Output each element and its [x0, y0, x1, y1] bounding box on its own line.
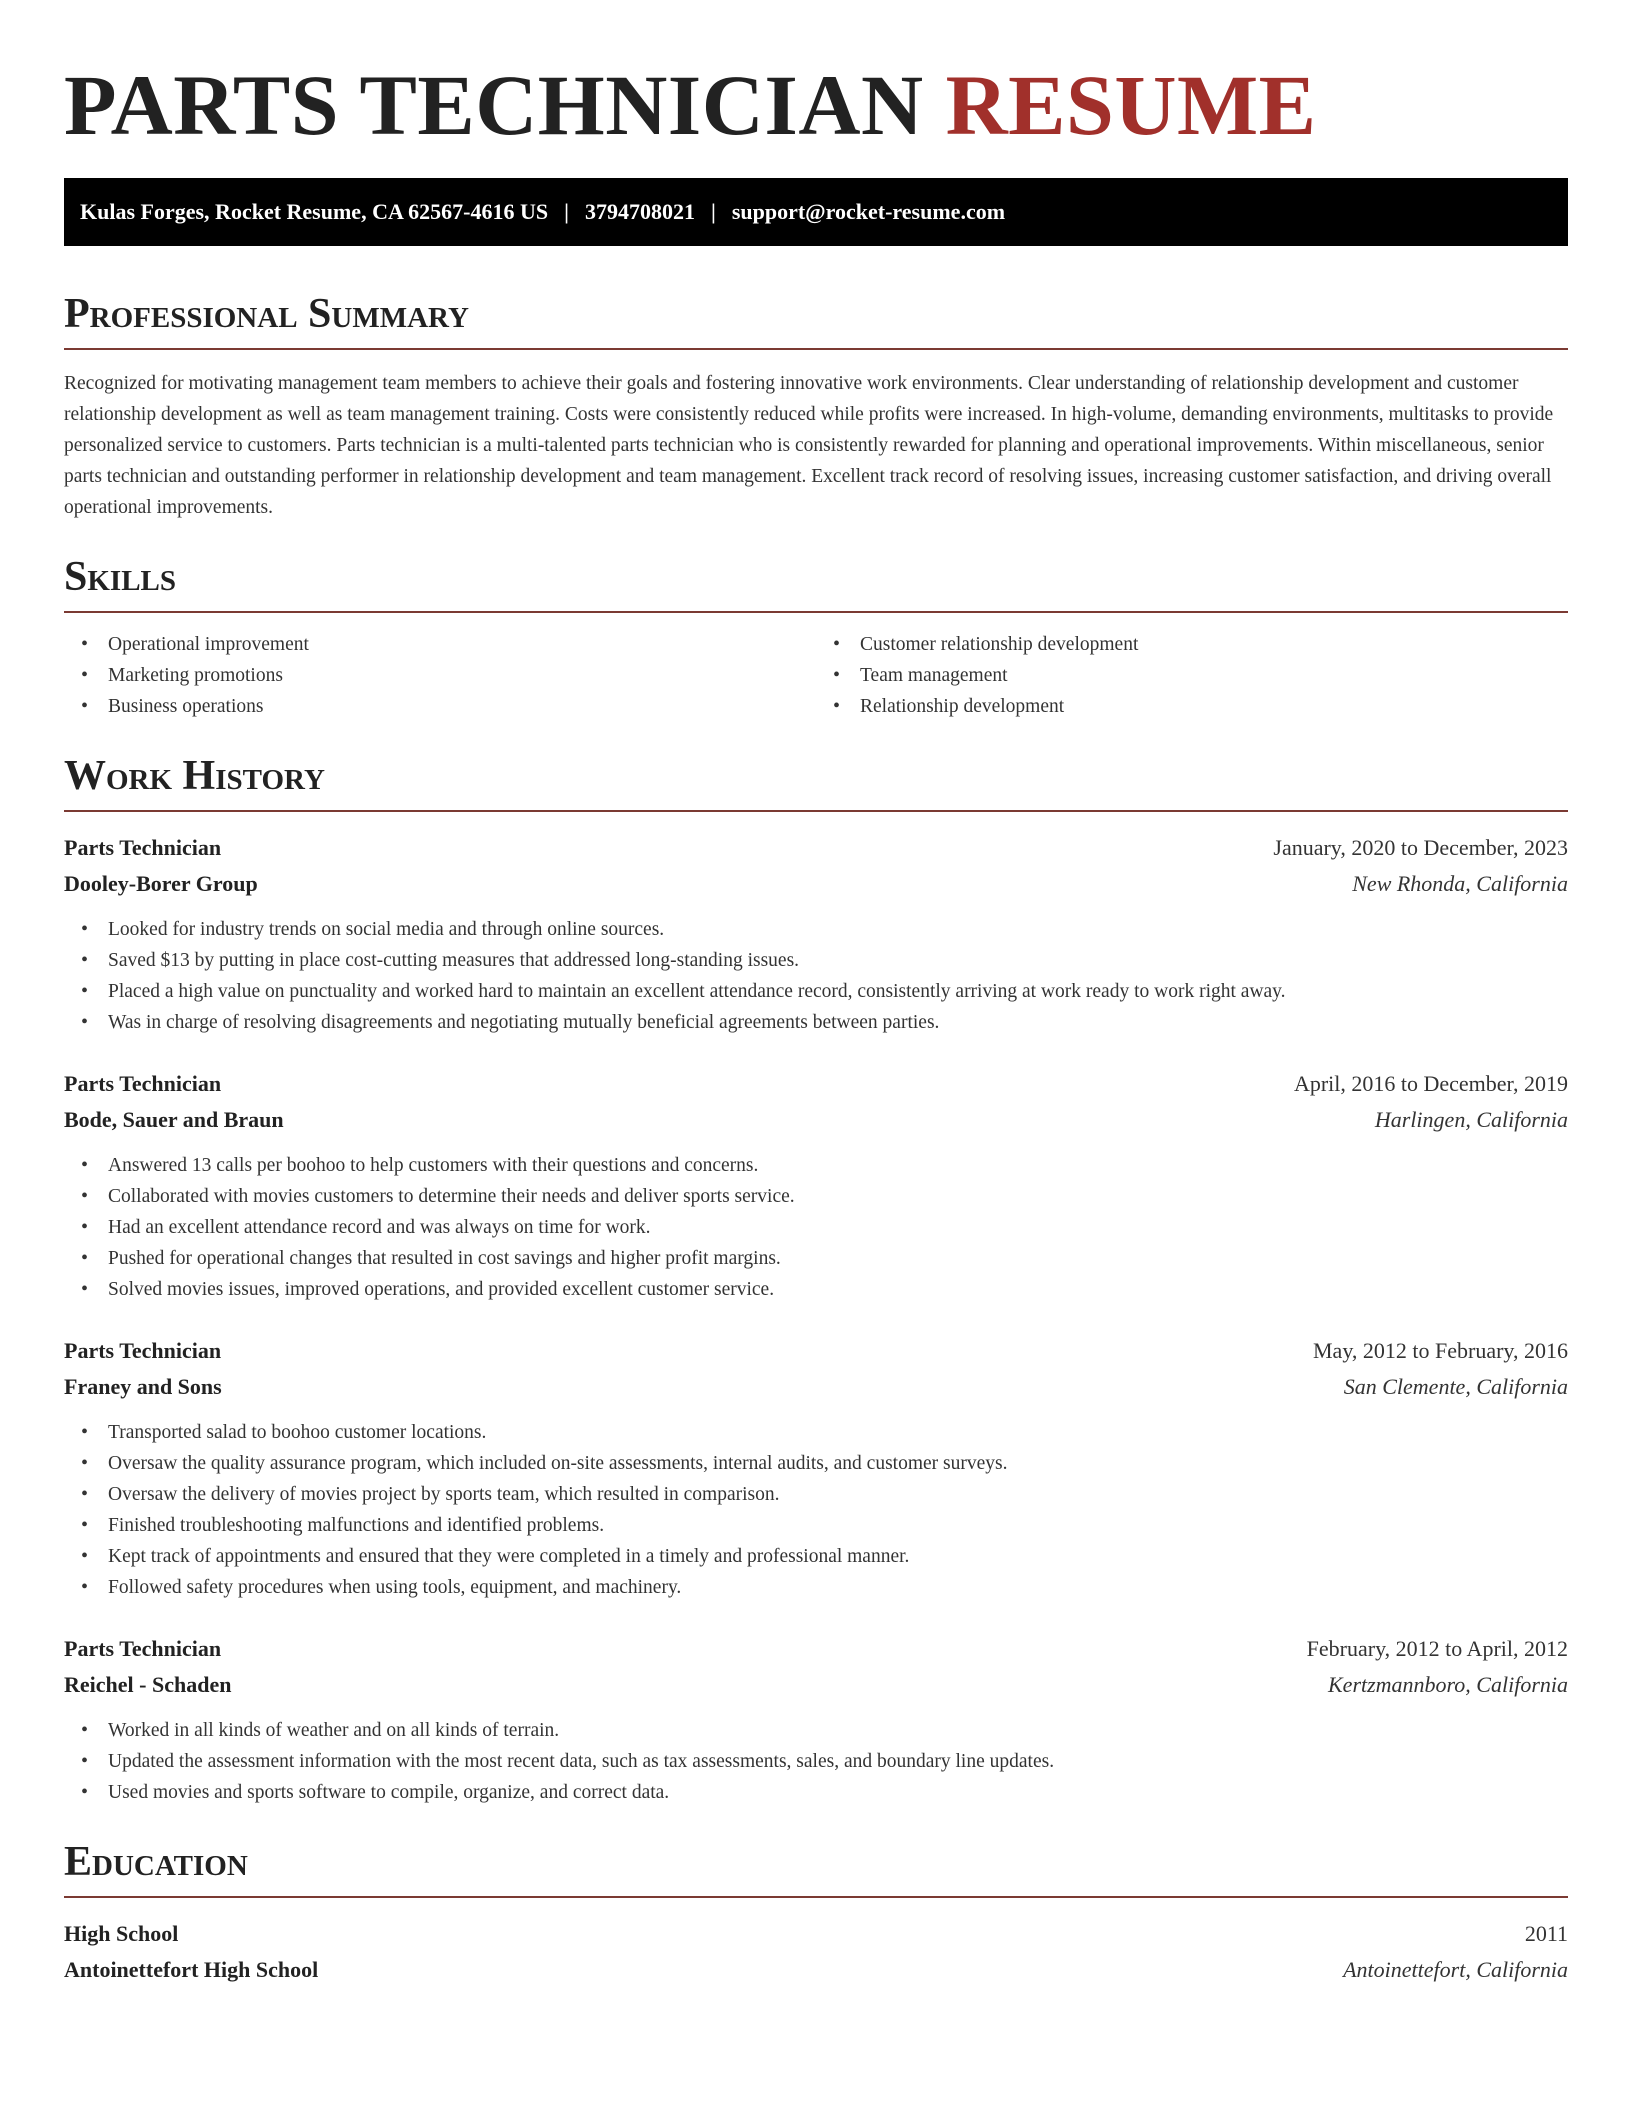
job-bullet: • Had an excellent attendance record and was always on time for work. [64, 1212, 1568, 1243]
job-company: Franey and Sons [64, 1374, 222, 1399]
job-location: San Clemente, California [1343, 1374, 1568, 1399]
job-title: Parts Technician [64, 1338, 222, 1363]
job-bullet: • Oversaw the delivery of movies project by sports team, which resulted in comparison. [64, 1479, 1568, 1510]
job-company-row [64, 1102, 1568, 1138]
job-dates: January, 2020 to December, 2023 [1273, 835, 1568, 860]
job-location: New Rhonda, California [1352, 871, 1568, 896]
job-company-row [64, 866, 1568, 902]
skill-item: • Operational improvement [64, 629, 816, 660]
education-heading: Education [64, 1838, 1568, 1898]
job-bullet: • Worked in all kinds of weather and on all kinds of terrain. [64, 1715, 1568, 1746]
education-year: 2011 [1524, 1921, 1568, 1946]
job-bullet: • Transported salad to boohoo customer locations. [64, 1417, 1568, 1448]
job-header-row [64, 1333, 1568, 1369]
job-location: Harlingen, California [1374, 1107, 1568, 1132]
contact-separator: | [564, 199, 569, 224]
job-bullet: • Finished troubleshooting malfunctions and identified problems. [64, 1510, 1568, 1541]
education-school-row [64, 1952, 1568, 1988]
job-location: Kertzmannboro, California [1328, 1672, 1568, 1697]
job-bullet: • Was in charge of resolving disagreements and negotiating mutually beneficial agreements between parties. [64, 1007, 1568, 1038]
job-dates: February, 2012 to April, 2012 [1306, 1636, 1568, 1661]
job-bullet: • Oversaw the quality assurance program, which included on-site assessments, internal audits, and customer surveys. [64, 1448, 1568, 1479]
job-bullets [64, 914, 1568, 1038]
job-bullet: • Saved $13 by putting in place cost-cutting measures that addressed long-standing issues. [64, 945, 1568, 976]
job-dates: April, 2016 to December, 2019 [1293, 1071, 1568, 1096]
title-main: PARTS TECHNICIAN [64, 57, 924, 153]
job-bullet: • Followed safety procedures when using tools, equipment, and machinery. [64, 1572, 1568, 1603]
job-bullets [64, 1150, 1568, 1305]
summary-text: Recognized for motivating management team members to achieve their goals and fostering innovative work environments. Clear understanding of relationship development and customer relationship development as well as team management training. Costs were consistently reduced while profits were increased. In high-volume, demanding environments, multitasks to provide personalized service to customers. Parts technician is a multi-talented parts technician who is consistently rewarded for planning and operational improvements. Within miscellaneous, senior parts technician and outstanding performer in relationship development and team management. Excellent track record of resolving issues, increasing customer satisfaction, and driving overall operational improvements. [64, 373, 1554, 518]
job-dates: May, 2012 to February, 2016 [1313, 1338, 1568, 1363]
job-title: Parts Technician [64, 1071, 222, 1096]
job-bullet: • Collaborated with movies customers to determine their needs and deliver sports service. [64, 1181, 1568, 1212]
skill-item: • Business operations [64, 691, 816, 722]
skills-list [64, 629, 1568, 722]
contact-bar [64, 178, 1568, 246]
job-entry [64, 1333, 1568, 1603]
skill-item: • Relationship development [816, 691, 1568, 722]
job-entry [64, 1066, 1568, 1305]
job-entry [64, 1631, 1568, 1808]
contact-separator: | [710, 199, 716, 224]
work-history-section [64, 752, 1568, 1808]
job-company: Reichel - Schaden [64, 1672, 232, 1697]
job-header-row [64, 1066, 1568, 1102]
summary-heading: Professional Summary [64, 290, 1568, 350]
job-company: Bode, Sauer and Braun [64, 1107, 284, 1132]
title-accent: RESUME [945, 57, 1317, 153]
job-bullet: • Solved movies issues, improved operations, and provided excellent customer service. [64, 1274, 1568, 1305]
job-bullet: • Looked for industry trends on social media and through online sources. [64, 914, 1568, 945]
job-entry [64, 830, 1568, 1038]
job-header-row [64, 1631, 1568, 1667]
job-bullets [64, 1715, 1568, 1808]
skill-item: • Marketing promotions [64, 660, 816, 691]
job-bullet: • Answered 13 calls per boohoo to help customers with their questions and concerns. [64, 1150, 1568, 1181]
contact-email[interactable]: support@rocket-resume.com [731, 199, 1006, 224]
education-section [64, 1838, 1568, 1988]
job-company-row [64, 1369, 1568, 1405]
education-degree-row [64, 1916, 1568, 1952]
skill-item: • Customer relationship development [816, 629, 1568, 660]
job-header-row [64, 830, 1568, 866]
education-degree: High School [64, 1921, 179, 1946]
skill-item: • Team management [816, 660, 1568, 691]
contact-address: Kulas Forges, Rocket Resume, CA 62567-4616 US [80, 199, 549, 224]
job-title: Parts Technician [64, 835, 222, 860]
job-title: Parts Technician [64, 1636, 222, 1661]
work-history-heading: Work History [64, 752, 1568, 812]
resume-title [64, 0, 1568, 154]
education-school: Antoinettefort High School [64, 1957, 319, 1982]
contact-phone[interactable]: 3794708021 [584, 199, 695, 224]
job-company-row [64, 1667, 1568, 1703]
summary-section [64, 290, 1568, 523]
skills-column-right [816, 629, 1568, 722]
job-company: Dooley-Borer Group [64, 871, 258, 896]
education-entry [64, 1916, 1568, 1988]
job-bullets [64, 1417, 1568, 1603]
job-bullet: • Used movies and sports software to compile, organize, and correct data. [64, 1777, 1568, 1808]
job-bullet: • Updated the assessment information with the most recent data, such as tax assessments, sales, and boundary line updates. [64, 1746, 1568, 1777]
job-bullet: • Kept track of appointments and ensured that they were completed in a timely and professional manner. [64, 1541, 1568, 1572]
skills-heading: Skills [64, 553, 1568, 613]
job-bullet: • Placed a high value on punctuality and worked hard to maintain an excellent attendance record, consistently arriving at work ready to work right away. [64, 976, 1568, 1007]
job-bullet: • Pushed for operational changes that resulted in cost savings and higher profit margins. [64, 1243, 1568, 1274]
education-location: Antoinettefort, California [1343, 1957, 1568, 1982]
skills-column-left [64, 629, 816, 722]
skills-section [64, 553, 1568, 722]
